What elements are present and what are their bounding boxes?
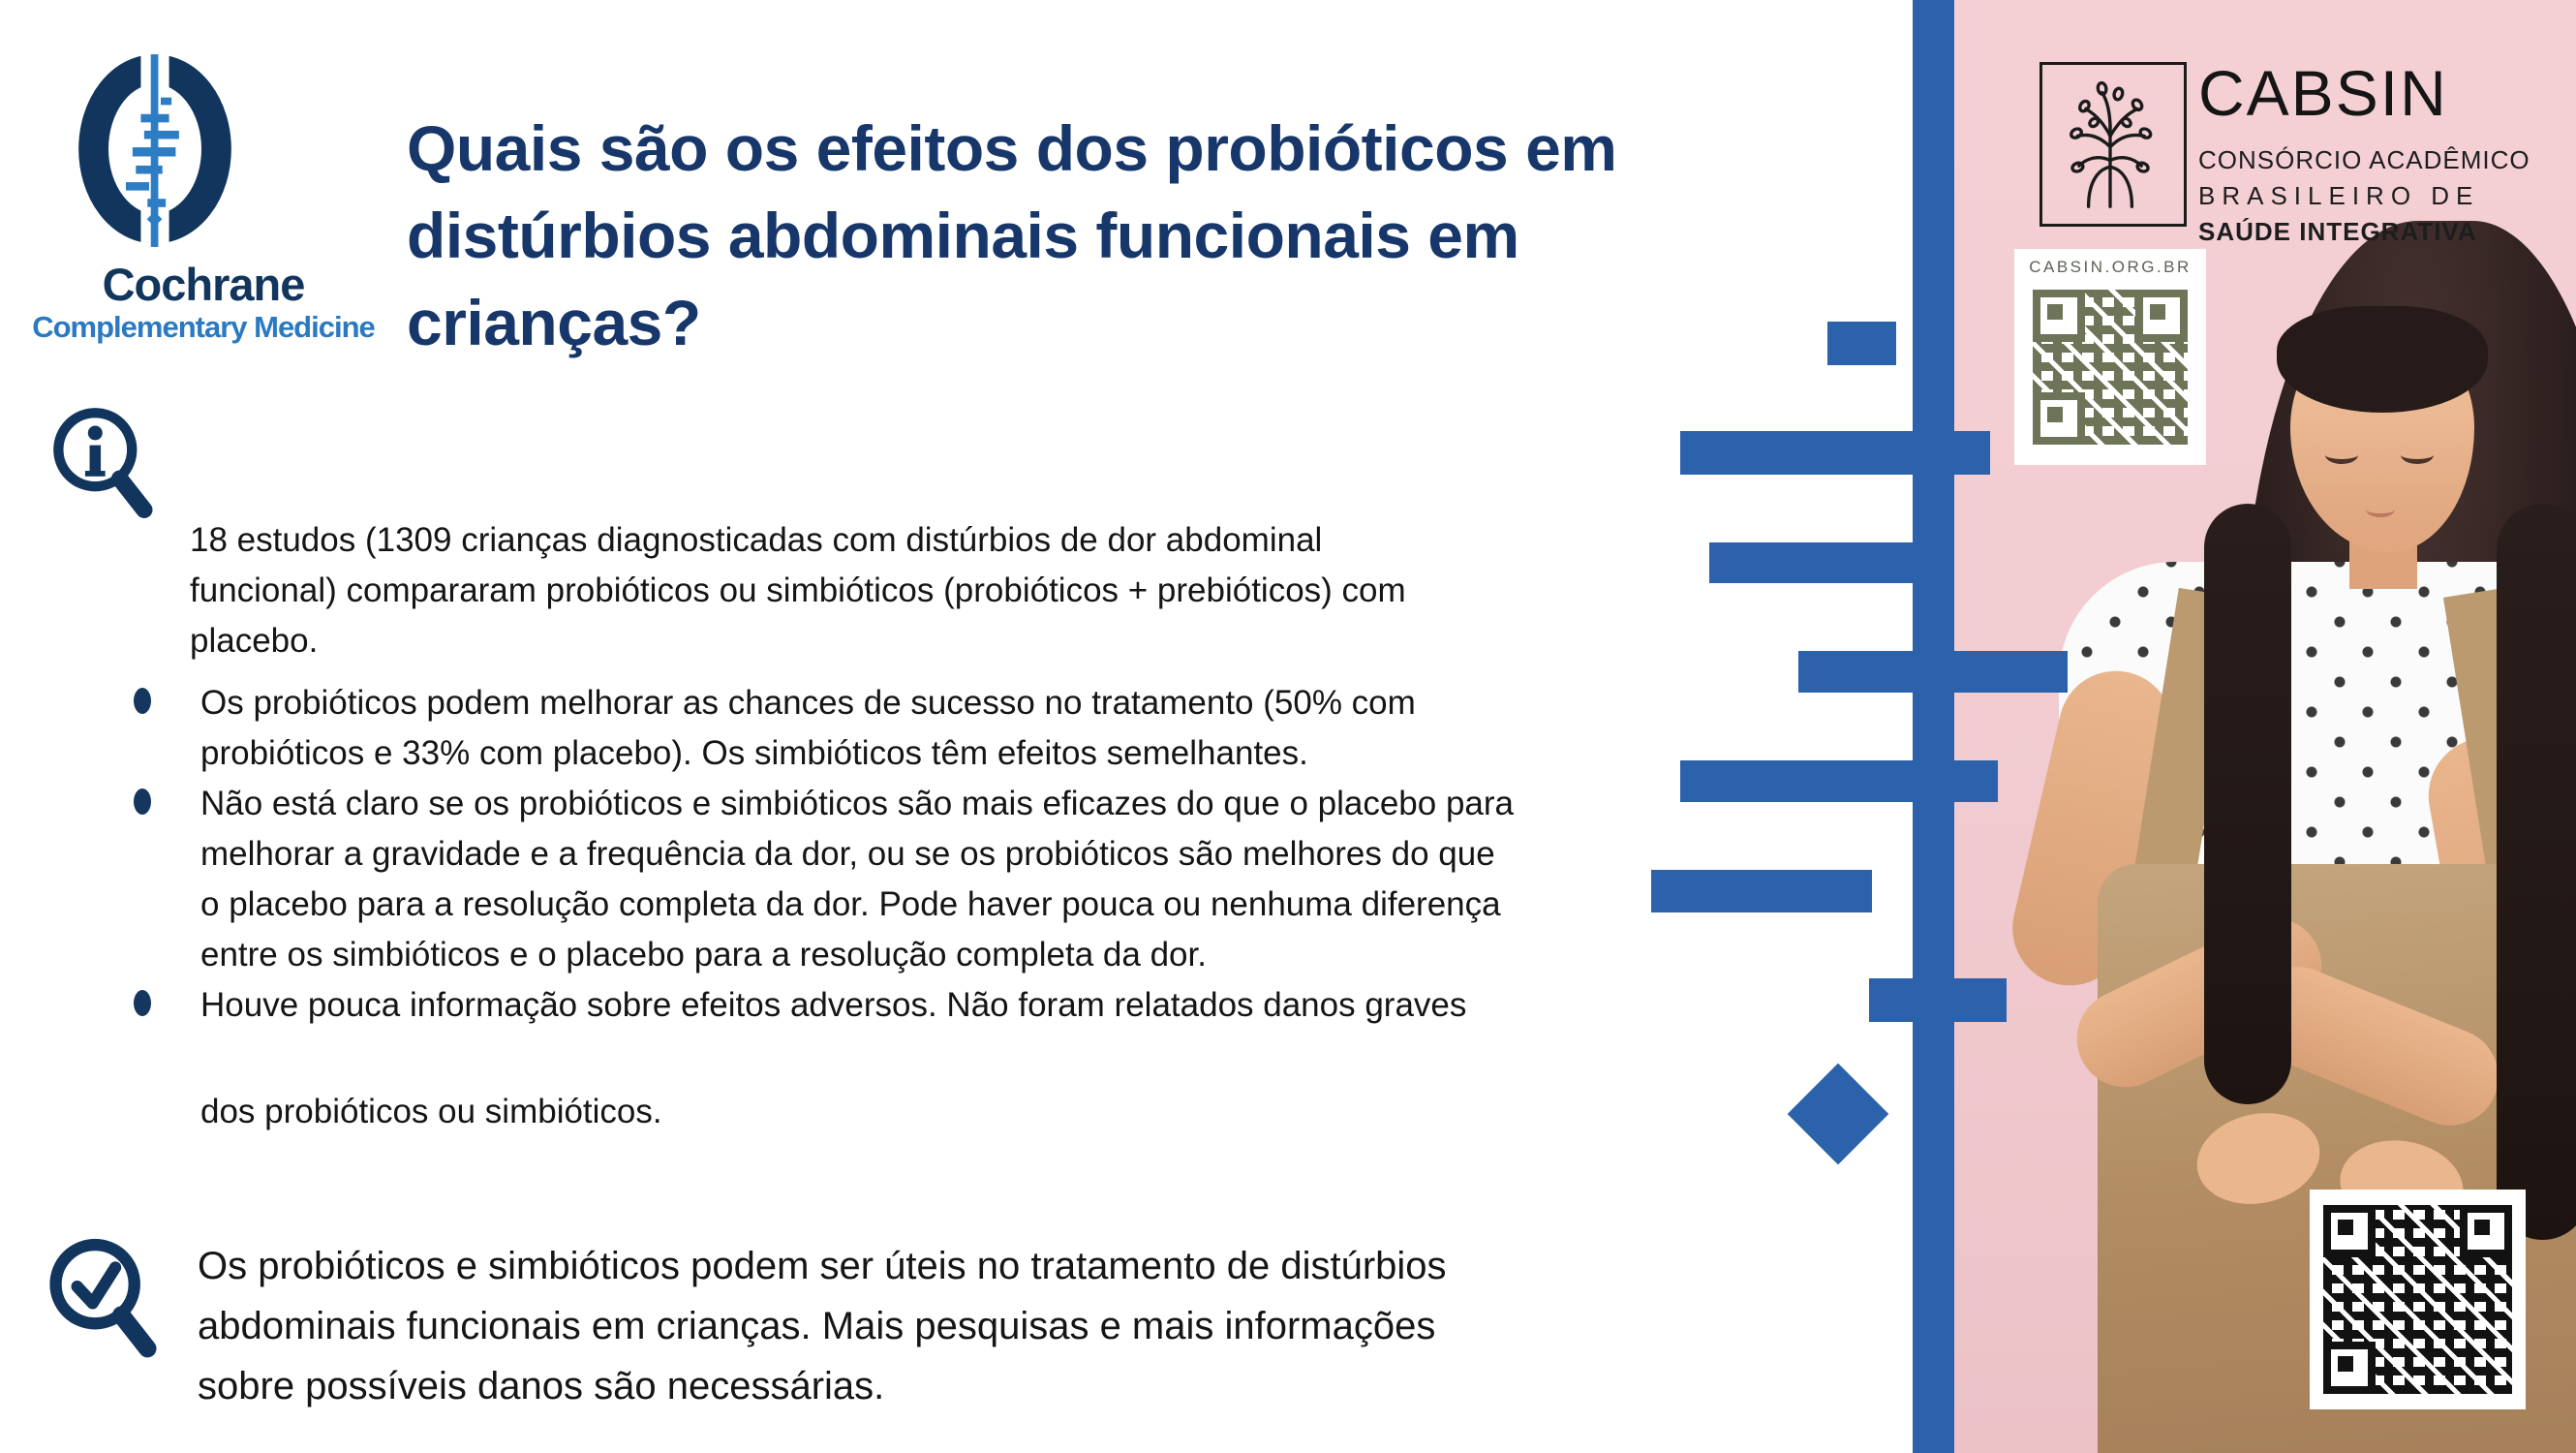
bullet-item-1: Os probióticos podem melhorar as chances de sucesso no tratamento (50% com probióticos e 33% com placebo). Os simbióticos têm efeitos semelhantes.: [200, 684, 1416, 772]
girl-photo-closed-eye: [2401, 446, 2434, 464]
forest-plot-axis-bar: [1913, 0, 1954, 1453]
conclusion-paragraph: Os probióticos e simbióticos podem ser úteis no tratamento de distúrbios abdominais funcionais em crianças. Mais pesquisas e mais informações sobre possíveis danos são necessárias.: [198, 1245, 1447, 1407]
tree-icon: [2042, 65, 2178, 218]
cochrane-wordmark: Cochrane: [102, 259, 305, 310]
qr-finder-square: [2033, 392, 2085, 445]
forest-plot-bar: [1709, 542, 1915, 583]
qr-finder-square: [2460, 1205, 2512, 1257]
forest-plot-diamond: [1788, 1064, 1889, 1165]
intro-paragraph: 18 estudos (1309 crianças diagnosticadas com distúrbios de dor abdominal funcional) compararam probióticos ou simbióticos (probióticos + prebióticos) com placebo.: [190, 521, 1406, 660]
forest-plot-bar: [1680, 431, 1990, 475]
info-magnifier-icon: [48, 405, 160, 521]
check-magnifier-icon: [43, 1234, 167, 1358]
girl-photo-hair-lock: [2497, 504, 2576, 1240]
qr-code-pattern: [2033, 290, 2188, 445]
girl-photo-bangs: [2277, 306, 2488, 413]
cabsin-tagline: SAÚDE INTEGRATIVA: [2198, 217, 2477, 246]
girl-photo-mouth: [2366, 502, 2395, 517]
qr-code-cabsin: [2014, 249, 2206, 465]
bullet-dot: [134, 788, 151, 815]
cabsin-logo-frame: [2039, 62, 2187, 227]
qr-finder-square: [2323, 1205, 2376, 1257]
girl-photo-hair-lock: [2204, 504, 2291, 1104]
cochrane-division-label: Complementary Medicine: [32, 310, 375, 344]
bullet-item-3: Houve pouca informação sobre efeitos adversos. Não foram relatados danos graves dos probióticos ou simbióticos.: [200, 986, 1467, 1130]
forest-plot-bar: [1827, 322, 1896, 365]
cochrane-forest-plot-logo-icon: [68, 46, 242, 255]
cabsin-tagline: BRASILEIRO DE: [2198, 181, 2480, 210]
cabsin-tagline: CONSÓRCIO ACADÊMICO: [2198, 145, 2530, 174]
qr-finder-square: [2135, 290, 2188, 342]
bullet-dot: [134, 688, 151, 714]
qr-code-bottom: [2310, 1190, 2526, 1409]
forest-plot-bar: [1680, 760, 1998, 802]
cabsin-wordmark: CABSIN: [2198, 57, 2448, 129]
photo-panel: [1954, 0, 2576, 1453]
bullet-dot: [134, 990, 151, 1016]
qr-code-pattern: [2323, 1205, 2512, 1394]
qr-finder-square: [2033, 290, 2085, 342]
forest-plot-bar: [1869, 978, 2007, 1022]
forest-plot-bar: [1651, 870, 1872, 912]
girl-photo-closed-eye: [2325, 446, 2358, 464]
page-title: Quais são os efeitos dos probióticos em distúrbios abdominais funcionais em crianças?: [407, 112, 1617, 358]
qr-finder-square: [2323, 1342, 2376, 1394]
forest-plot-bar: [1798, 651, 2068, 693]
qr-code-label: CABSIN.ORG.BR: [2029, 258, 2192, 276]
bullet-item-2: Não está claro se os probióticos e simbióticos são mais eficazes do que o placebo para melhorar a gravidade e a frequência da dor, ou se os probióticos são melhores do que o placebo para a resolução completa da dor. Pode haver pouca ou nenhuma diferença entre os simbióticos e o placebo para a resolução completa da dor.: [200, 785, 1515, 974]
